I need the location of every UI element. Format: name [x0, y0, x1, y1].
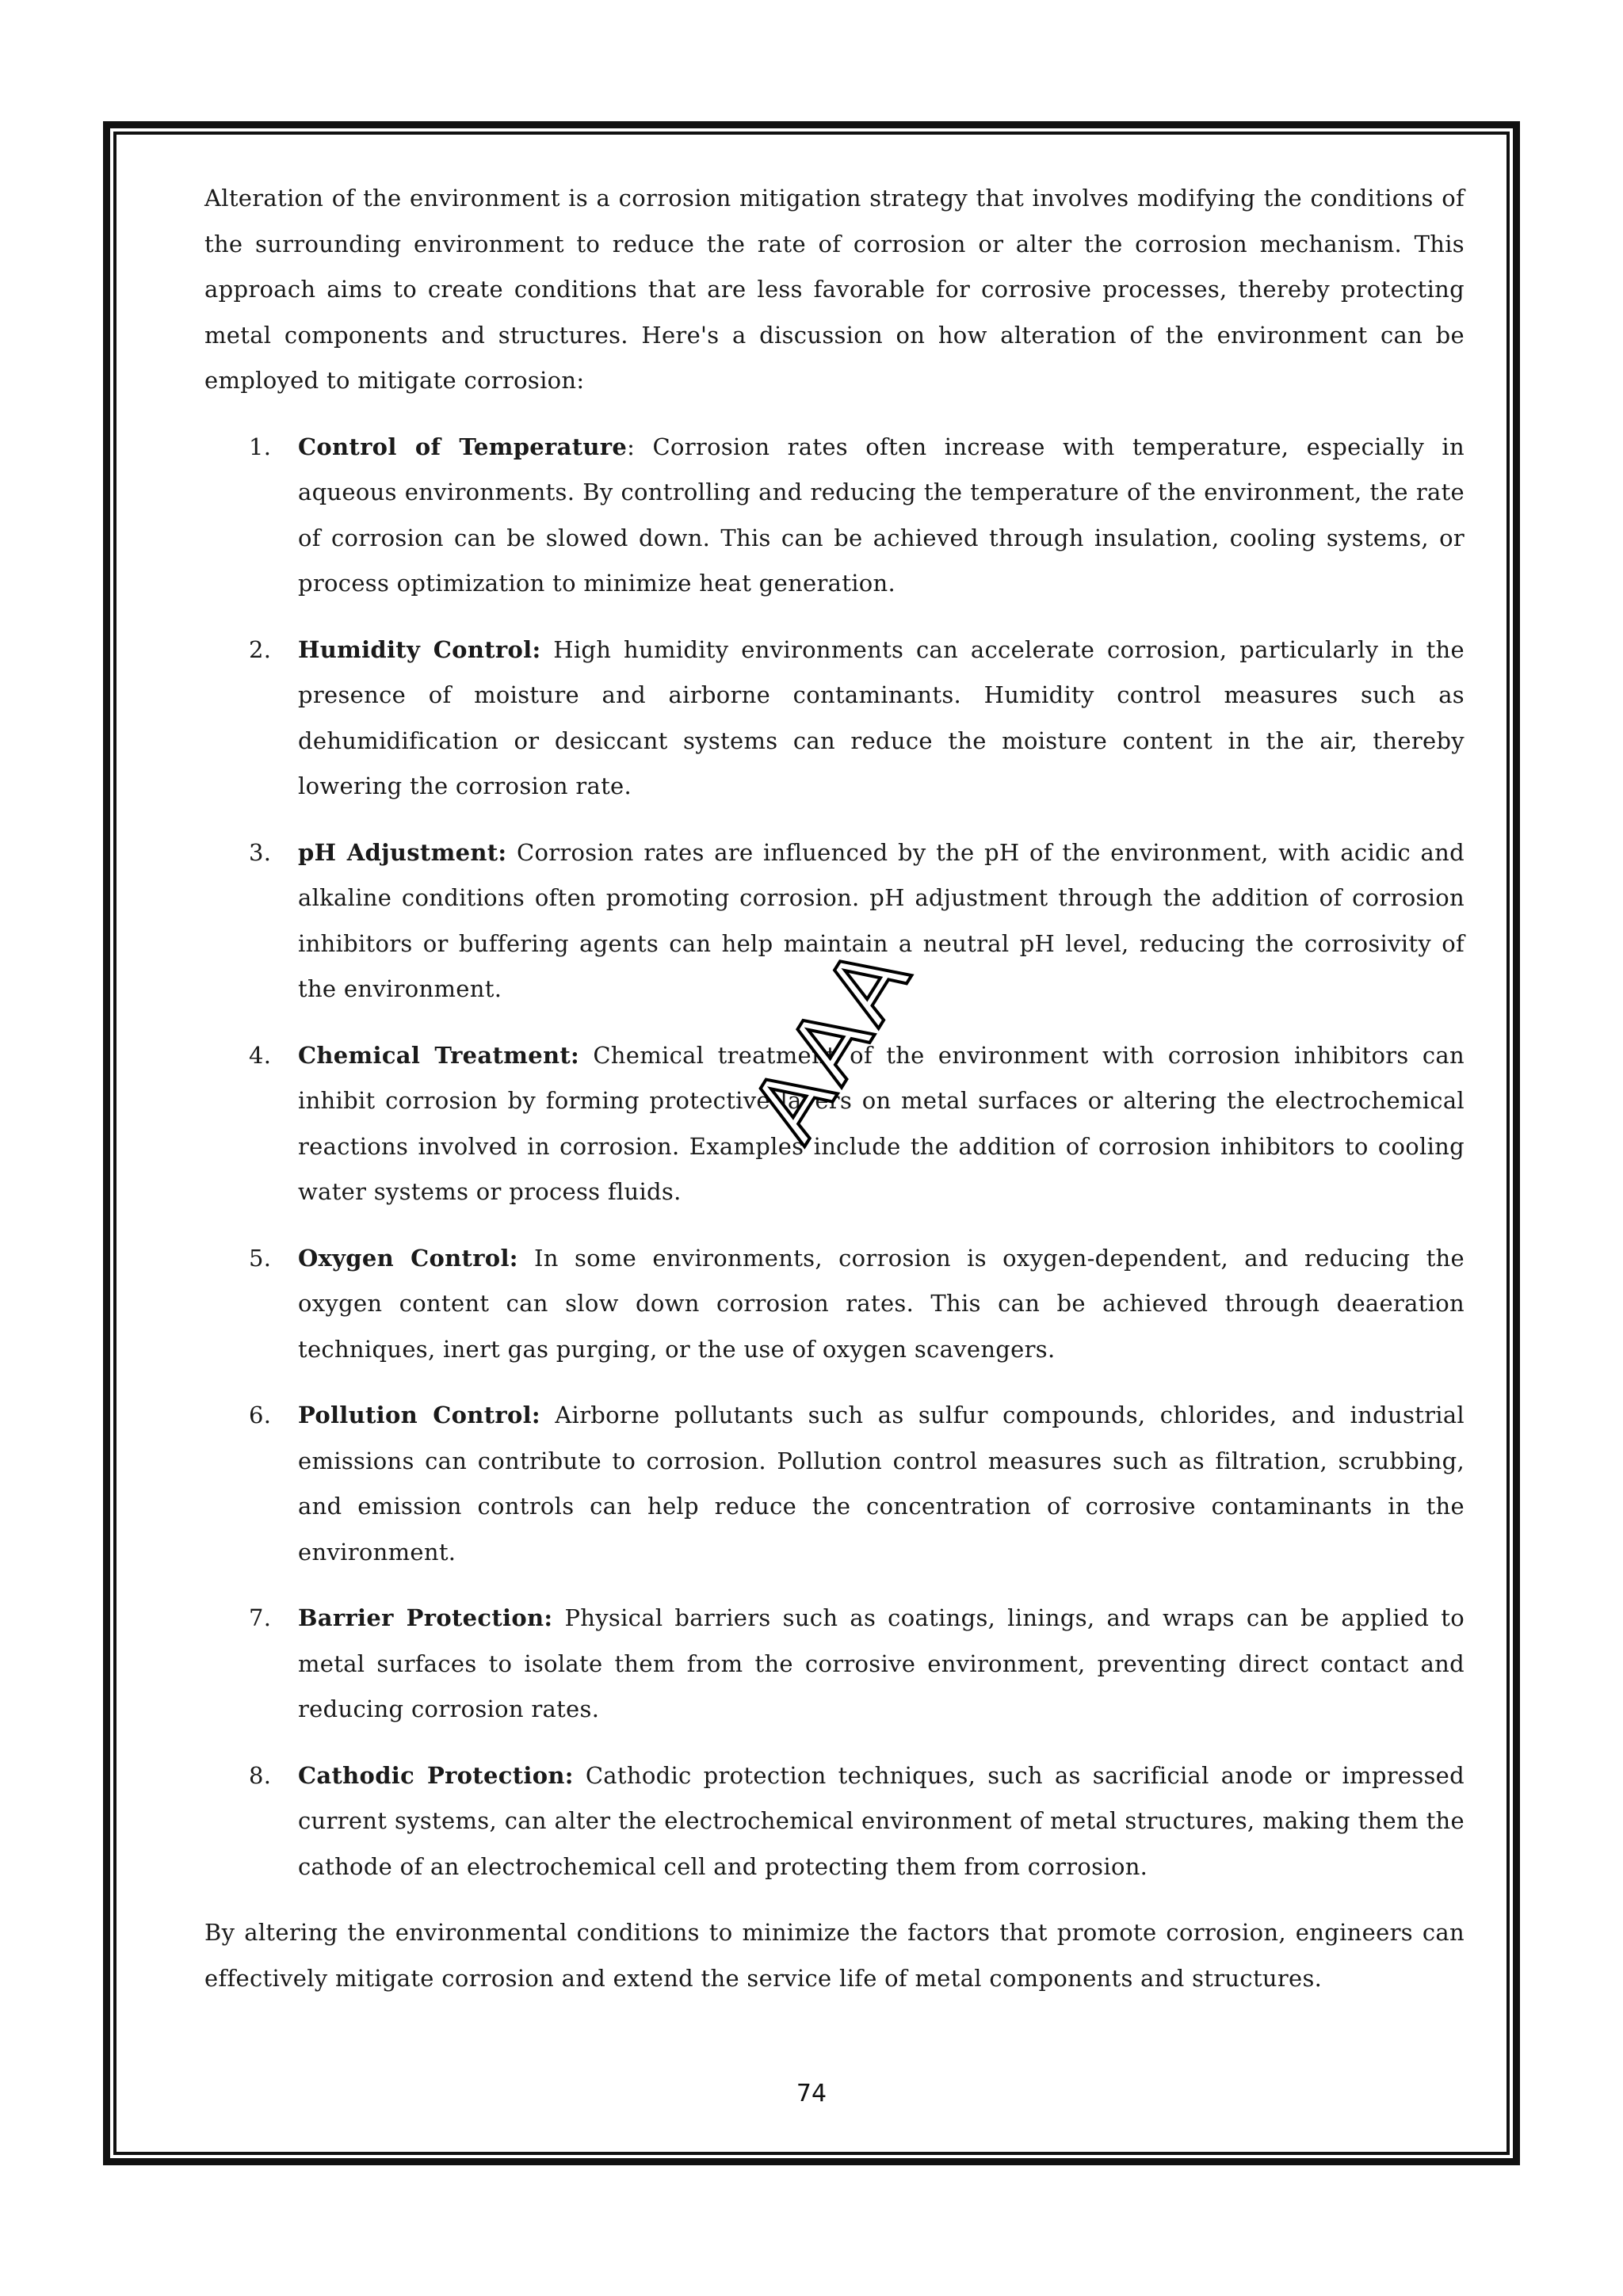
item-number: 7. — [249, 1604, 272, 1631]
item-number: 1. — [249, 433, 272, 460]
item-text: Corrosion rates are influenced by the pH of the environment, with acidic and alkaline conditions often promoting corrosion. pH adjustment through the addition of corrosion inhibitors or buffering agents can help maintain a neutral pH level, reducing the corrosivity of the environment. — [298, 838, 1465, 1002]
item-text: Physical barriers such as coatings, linings, and wraps can be applied to metal surfaces to isolate them from the corrosive environment, preventing direct contact and reducing corrosion rates. — [298, 1604, 1465, 1722]
item-text: Chemical treatment of the environment with corrosion inhibitors can inhibit corrosion by forming protective layers on metal surfaces or altering the electrochemical reactions involved in corrosion. Examples include the addition of corrosion inhibitors to cooling water systems or process fluids. — [298, 1041, 1465, 1205]
item-term: Oxygen Control: — [298, 1244, 518, 1272]
item-term: Control of Temperature — [298, 433, 628, 460]
item-text: Corrosion rates often increase with temperature, especially in aqueous environments. By controlling and reducing the temperature of the environment, the rate of corrosion can be slowed down. This can be achieved through insulation, cooling systems, or process optimization to minimize heat generation. — [298, 433, 1465, 597]
list-item — [204, 425, 1465, 607]
page-content — [204, 176, 1465, 2001]
item-term: Barrier Protection: — [298, 1604, 553, 1631]
item-term: Pollution Control: — [298, 1402, 540, 1428]
list-item — [204, 1033, 1465, 1215]
list-item — [204, 1596, 1465, 1733]
item-separator: : — [627, 433, 636, 460]
item-text: High humidity environments can accelerate corrosion, particularly in the presence of moisture and airborne contaminants. Humidity control measures such as dehumidification or desiccant systems can reduce the moisture content in the air, thereby lowering the corrosion rate. — [298, 635, 1465, 799]
item-number: 5. — [249, 1244, 272, 1272]
item-term: Cathodic Protection: — [298, 1761, 574, 1789]
item-number: 2. — [249, 635, 272, 663]
item-number: 6. — [249, 1402, 272, 1428]
watermark: AAA — [730, 925, 933, 1159]
list-item — [204, 830, 1465, 1013]
list-item — [204, 627, 1465, 810]
list-item — [204, 1236, 1465, 1373]
item-number: 3. — [249, 838, 272, 866]
intro-paragraph: Alteration of the environment is a corrosion mitigation strategy that involves modifying the conditions of the surrounding environment to reduce the rate of corrosion or alter the corrosion mechanism. This approach aims to create conditions that are less favorable for corrosive processes, thereby protecting metal components and structures. Here's a discussion on how alteration of the environment can be employed to mitigate corrosion: — [204, 185, 1465, 394]
item-number: 4. — [249, 1041, 272, 1069]
item-text: In some environments, corrosion is oxygen-dependent, and reducing the oxygen content can slow down corrosion rates. This can be achieved through deaeration techniques, inert gas purging, or the use of oxygen scavengers. — [298, 1244, 1465, 1363]
item-number: 8. — [249, 1761, 272, 1789]
item-text: Cathodic protection techniques, such as sacrificial anode or impressed current systems, can alter the electrochemical environment of metal structures, making them the cathode of an electrochemical cell and protecting them from corrosion. — [298, 1761, 1465, 1880]
page-number: 74 — [796, 2080, 827, 2107]
list-item — [204, 1393, 1465, 1575]
item-text: Airborne pollutants such as sulfur compounds, chlorides, and industrial emissions can contribute to corrosion. Pollution control measures such as filtration, scrubbing, and emission controls can help reduce the concentration of corrosive contaminants in the environment. — [298, 1402, 1465, 1566]
list-item — [204, 1753, 1465, 1890]
closing-paragraph: By altering the environmental conditions to minimize the factors that promote corrosion, engineers can effectively mitigate corrosion and extend the service life of metal components and structures. — [204, 1919, 1465, 1992]
item-term: Humidity Control: — [298, 635, 541, 663]
item-term: pH Adjustment: — [298, 838, 507, 866]
mitigation-list — [204, 425, 1465, 1890]
item-term: Chemical Treatment: — [298, 1041, 580, 1069]
